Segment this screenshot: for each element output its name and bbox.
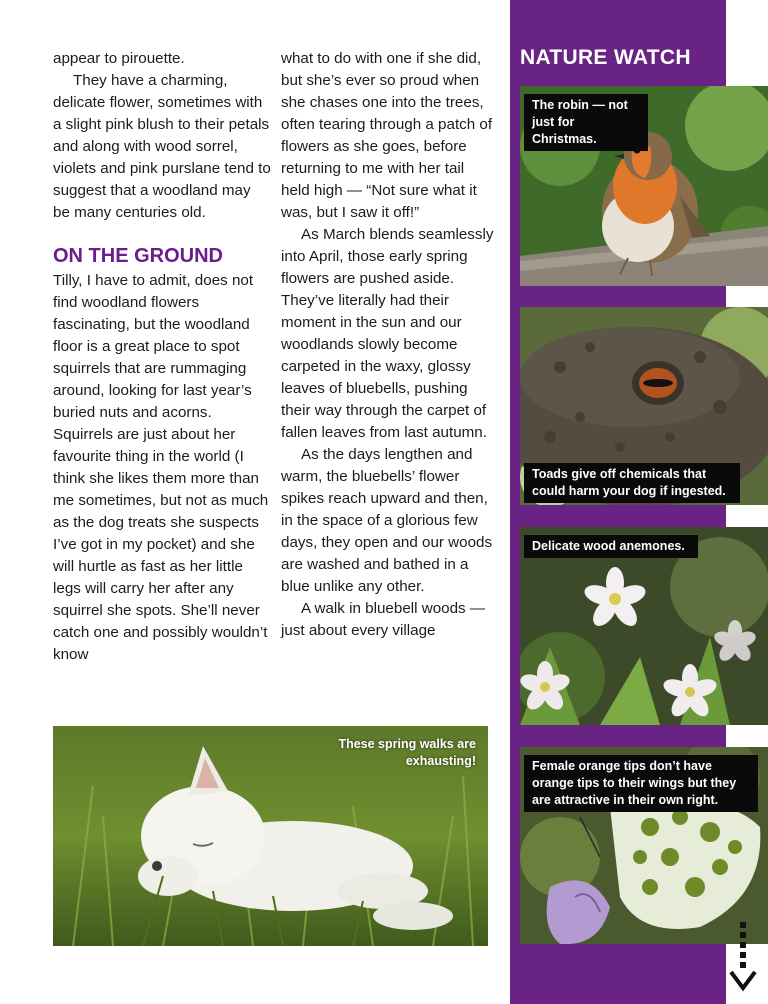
photo-caption: Female orange tips don’t have orange tips to their wings but they are attractive in their own right. (524, 755, 758, 812)
paragraph: As March blends seamlessly into April, those early spring flowers are pushed aside. They’ve literally had their moment in the sun and our woodlands slowly become carpeted in the waxy, glossy leaves of bluebells, pushing their way through the carpet of fallen leaves from last autumn. (281, 226, 494, 441)
paragraph: Tilly, I have to admit, does not find woodland flowers fascinating, but the woodland floor is a great place to spot squirrels that are rummaging around, looking for last year’s buried nuts and acorns. Squirrels are just about her favourite thing in the world (I think she likes them more than me sometimes, but not as much as the dog treats she suspects I’ve got in my pocket) and she will hurtle as fast as her little legs will carry her after any squirrel she spots. She’ll never catch one and possibly wouldn’t know (53, 272, 269, 663)
toad-photo (520, 307, 768, 505)
robin-photo (520, 86, 768, 286)
photo-caption: Delicate wood anemones. (524, 535, 698, 558)
paragraph: They have a charming, delicate flower, sometimes with a slight pink blush to their petals and along with wood sorrel, violets and pink purslane tend to suggest that a woodland may be many centuries old. (53, 72, 271, 221)
section-heading: ON THE GROUND (53, 245, 223, 267)
paragraph: what to do with one if she did, but she’s ever so proud when she chases one into the trees, often tearing through a patch of flowers as she goes, before returning to me with her tail held high — “Not sure what it was, but I saw it off!” (281, 50, 493, 221)
article-column-2 (281, 48, 495, 642)
sleeping-dog-photo (53, 726, 488, 946)
dashed-down-arrow-icon (728, 920, 758, 992)
sidebar-title: NATURE WATCH (520, 46, 691, 69)
paragraph: appear to pirouette. (53, 50, 185, 67)
paragraph: A walk in bluebell woods — just about every village (281, 600, 486, 639)
photo-caption: Toads give off chemicals that could harm your dog if ingested. (524, 463, 740, 503)
photo-caption: The robin — not just for Christmas. (524, 94, 648, 151)
orange-tip-butterfly-photo (520, 747, 768, 944)
photo-caption: These spring walks are exhausting! (338, 737, 476, 768)
paragraph: As the days lengthen and warm, the bluebells’ flower spikes reach upward and then, in the space of a glorious few days, they open and our woods are washed and bathed in a blue unlike any other. (281, 446, 493, 595)
article-column-1 (53, 48, 271, 666)
wood-anemones-photo (520, 527, 768, 725)
